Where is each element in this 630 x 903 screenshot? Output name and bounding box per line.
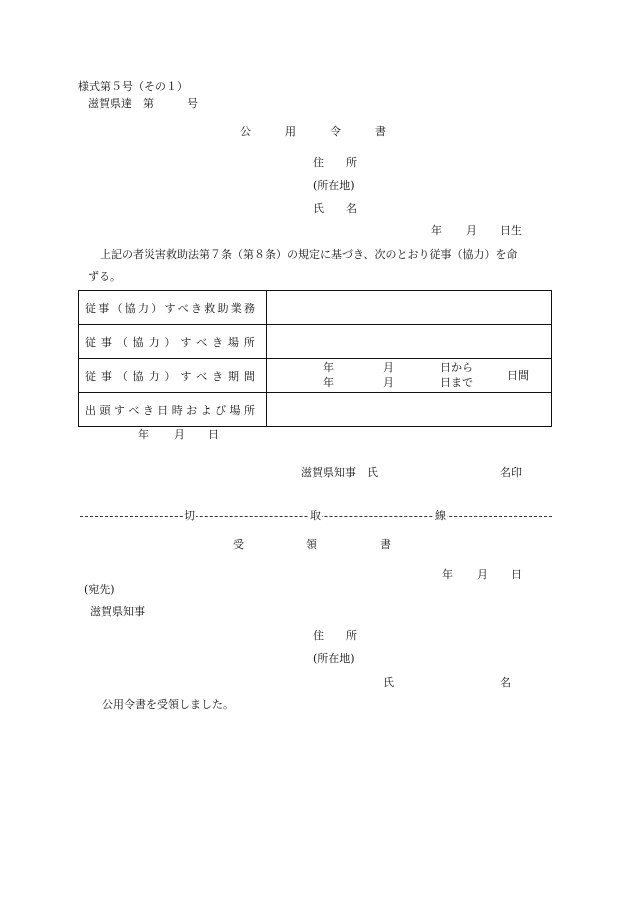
address-label: 所: [346, 156, 357, 169]
label-char: き: [212, 335, 224, 349]
issue-year: 年: [138, 428, 149, 441]
label-char: き: [191, 301, 202, 315]
document-number: 滋賀県達 第 号: [88, 97, 198, 110]
label-char: 従: [85, 301, 96, 315]
location-label: (所在地): [313, 179, 355, 192]
rescue-work-value: [267, 291, 552, 325]
receipt-month: 月: [477, 568, 488, 581]
address-label: 住: [313, 156, 324, 169]
receipt-address-label: 所: [346, 629, 357, 642]
label-char: （: [116, 335, 128, 349]
order-table: [78, 290, 552, 427]
receipt-title-char: 書: [380, 538, 391, 551]
label-char: 期: [228, 369, 240, 383]
title-char: 公: [240, 125, 251, 138]
label-char: 力: [148, 369, 160, 383]
label-char: 所: [243, 335, 255, 349]
period-to-month: 月: [383, 376, 394, 389]
name-label: 名: [346, 202, 357, 215]
label-char: 救: [204, 301, 216, 315]
receipt-title-char: 受: [233, 538, 244, 551]
work-place-value: [267, 325, 552, 359]
addressee: 滋賀県知事: [90, 605, 145, 618]
receipt-location-label: (所在地): [313, 652, 355, 665]
work-period-value: [267, 359, 552, 393]
title-char: 令: [330, 125, 341, 138]
receipt-name-label: 氏: [383, 676, 394, 689]
label-char: す: [113, 403, 125, 417]
receipt-year: 年: [442, 568, 453, 581]
period-to-year: 年: [323, 376, 334, 389]
label-char: 出: [85, 403, 96, 417]
label-char: 力: [138, 301, 149, 315]
title-char: 書: [375, 125, 386, 138]
addressee-label: (宛先): [84, 583, 115, 596]
label-char: よ: [200, 403, 212, 417]
title-char: 用: [285, 125, 296, 138]
label-char: す: [180, 335, 192, 349]
label-char: す: [180, 369, 192, 383]
label-char: べ: [128, 403, 140, 417]
label-char: （: [116, 369, 128, 383]
form-number: 様式第５号（その１）: [78, 80, 188, 93]
label-char: 務: [244, 301, 255, 315]
table-row: [79, 359, 552, 393]
cut-char: 取: [310, 509, 321, 522]
label-char: 業: [230, 301, 242, 315]
label-char: 事: [100, 369, 112, 383]
label-char: 従: [85, 369, 96, 383]
label-char: 従: [85, 335, 96, 349]
birth-year: 年: [431, 224, 442, 237]
issuer-seal: 名印: [500, 466, 522, 479]
label-char: 日: [157, 403, 169, 417]
table-row: [79, 325, 552, 359]
label-char: お: [186, 403, 198, 417]
appearance-value: [267, 393, 552, 427]
birth-month: 月: [466, 224, 477, 237]
period-days: 日間: [507, 369, 529, 382]
period-from-day: 日から: [440, 361, 473, 374]
issue-month: 月: [174, 428, 185, 441]
work-place-label: [79, 325, 267, 359]
label-char: ）: [151, 301, 163, 315]
birth-day: 日生: [500, 224, 522, 237]
label-char: （: [111, 301, 123, 315]
work-period-label: [79, 359, 267, 393]
period-from-year: 年: [323, 361, 334, 374]
label-char: 協: [132, 369, 144, 383]
receipt-day: 日: [511, 568, 522, 581]
rescue-work-label: [79, 291, 267, 325]
label-char: き: [142, 403, 154, 417]
label-char: 頭: [99, 403, 111, 417]
label-char: 事: [98, 301, 110, 315]
label-char: 場: [228, 335, 240, 349]
label-char: す: [164, 301, 176, 315]
label-char: べ: [196, 369, 208, 383]
appearance-label: [79, 393, 267, 427]
body-text-line2: ずる。: [88, 270, 121, 283]
label-char: 間: [243, 369, 255, 383]
label-char: べ: [196, 335, 208, 349]
name-label: 氏: [313, 202, 324, 215]
body-text-line1: 上記の者災害救助法第７条（第８条）の規定に基づき、次のとおり従事（協力）を命: [100, 248, 518, 261]
period-to-day: 日まで: [440, 376, 473, 389]
label-char: び: [215, 403, 227, 417]
cut-char: 切: [184, 509, 195, 522]
receipt-address-label: 住: [313, 629, 324, 642]
label-char: ）: [164, 335, 176, 349]
label-char: 事: [100, 335, 112, 349]
cut-line: [80, 509, 552, 523]
label-char: 協: [124, 301, 136, 315]
issuer-title: 滋賀県知事 氏: [301, 466, 378, 479]
label-char: 時: [171, 403, 183, 417]
label-char: べ: [177, 301, 189, 315]
issue-day: 日: [208, 428, 219, 441]
cut-char: 線: [435, 509, 446, 522]
receipt-statement: 公用令書を受領しました。: [102, 698, 234, 711]
receipt-title-char: 領: [306, 538, 317, 551]
label-char: 所: [243, 403, 255, 417]
label-char: 力: [148, 335, 160, 349]
period-from-month: 月: [383, 361, 394, 374]
receipt-name-label: 名: [500, 676, 511, 689]
table-row: [79, 393, 552, 427]
label-char: 助: [217, 301, 229, 315]
label-char: ）: [164, 369, 176, 383]
label-char: き: [212, 369, 224, 383]
label-char: 協: [132, 335, 144, 349]
table-row: [79, 291, 552, 325]
label-char: 場: [229, 403, 241, 417]
